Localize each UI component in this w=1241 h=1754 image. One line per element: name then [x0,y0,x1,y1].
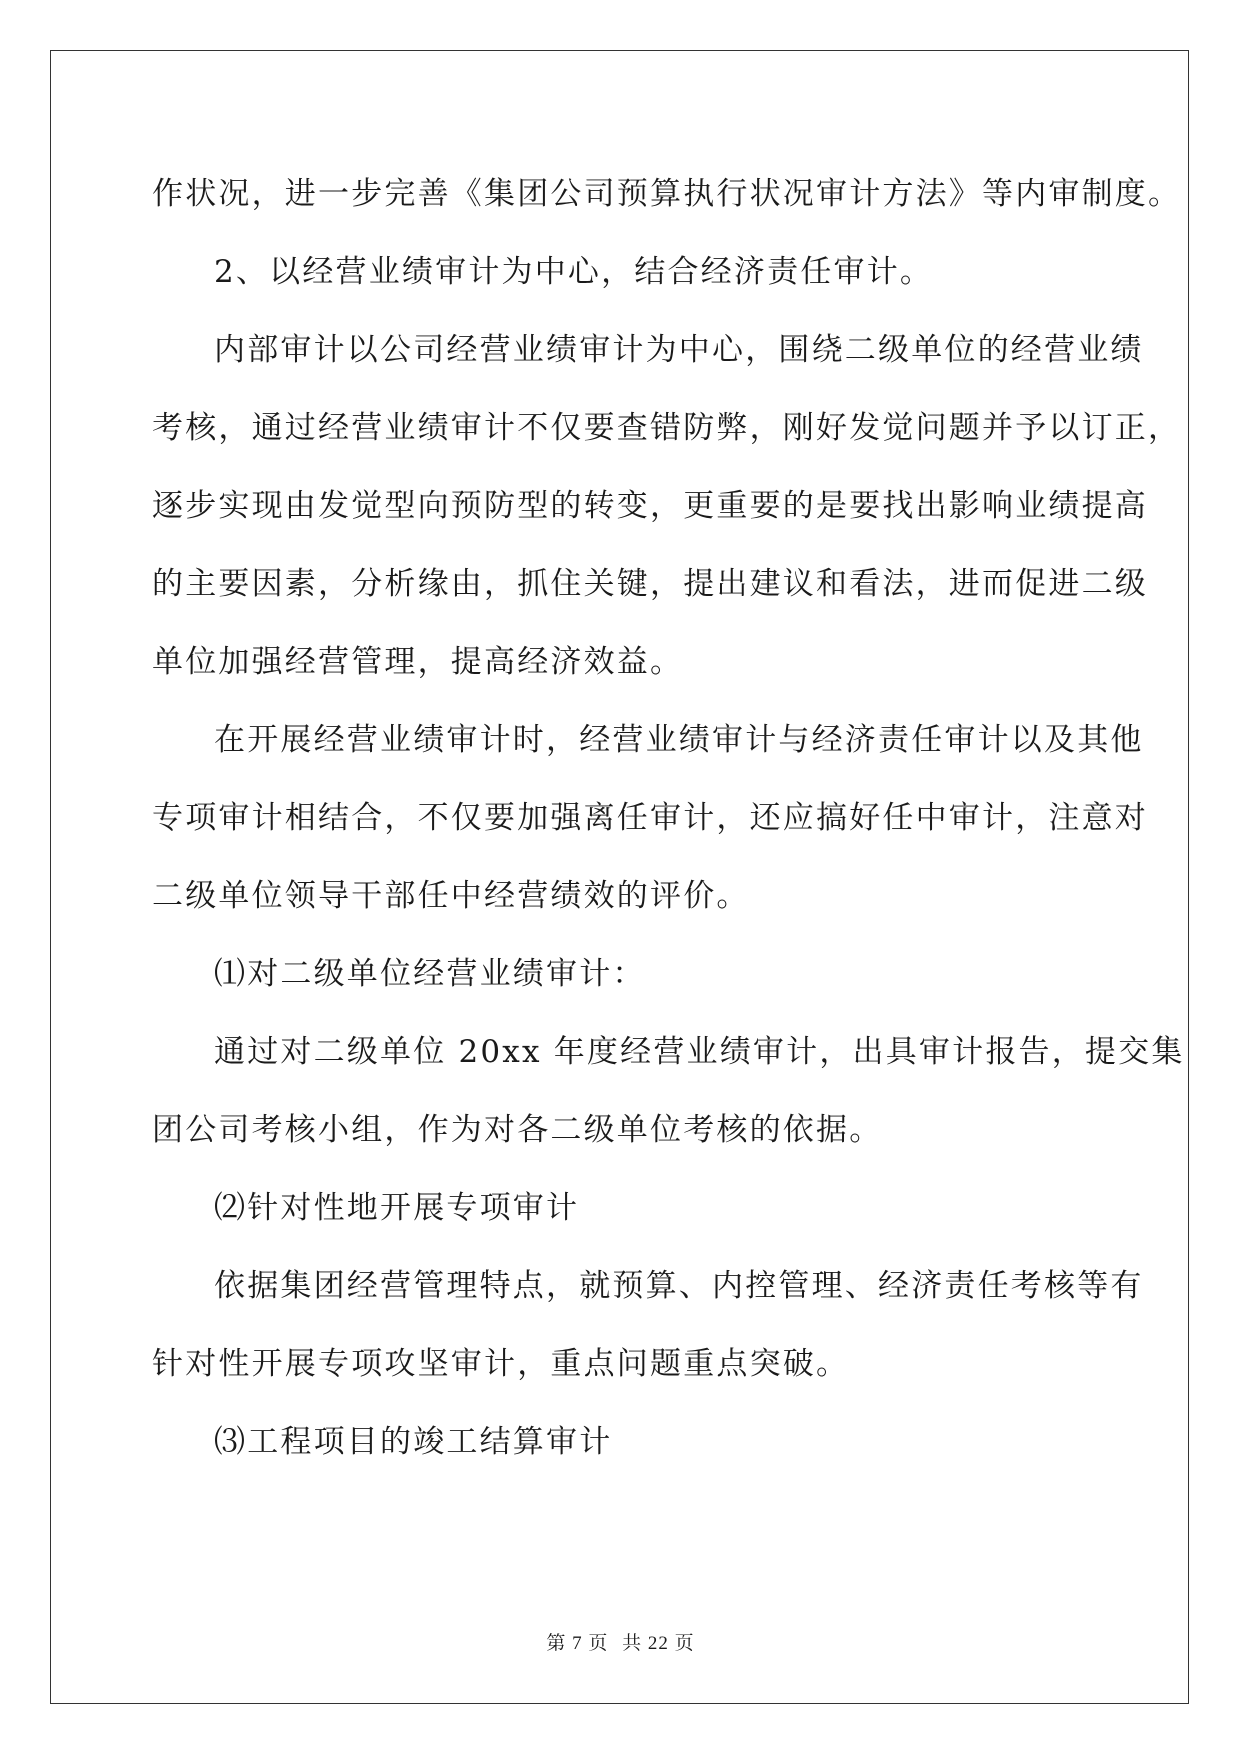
body-line: 2、以经营业绩审计为中心，结合经济责任审计。 [214,254,934,290]
body-line: 针对性开展专项攻坚审计，重点问题重点突破。 [152,1346,850,1382]
page-number: 第 7 页 [546,1633,609,1654]
body-line: 在开展经营业绩审计时，经营业绩审计与经济责任审计以及其他 [214,722,1144,758]
body-line: 专项审计相结合，不仅要加强离任审计，还应搞好任中审计，注意对 [152,800,1148,836]
body-line: 逐步实现由发觉型向预防型的转变，更重要的是要找出影响业绩提高 [152,488,1148,524]
page-footer [0,1628,1241,1655]
document-body [152,155,1185,1481]
body-line: 单位加强经营管理，提高经济效益。 [152,644,684,680]
body-line: 内部审计以公司经营业绩审计为中心，围绕二级单位的经营业绩 [214,332,1144,368]
body-line: 作状况，进一步完善《集团公司预算执行状况审计方法》等内审制度。 [152,176,1182,212]
page-total: 共 22 页 [622,1633,695,1654]
body-line: ⑴对二级单位经营业绩审计： [214,956,646,992]
body-line: 团公司考核小组，作为对各二级单位考核的依据。 [152,1112,883,1148]
body-line: ⑶工程项目的竣工结算审计 [214,1424,613,1460]
body-line: 通过对二级单位 20xx 年度经营业绩审计，出具审计报告，提交集 [214,1034,1185,1070]
body-line: ⑵针对性地开展专项审计 [214,1190,580,1226]
body-line: 考核，通过经营业绩审计不仅要查错防弊，刚好发觉问题并予以订正， [152,410,1182,446]
body-line: 的主要因素，分析缘由，抓住关键，提出建议和看法，进而促进二级 [152,566,1148,602]
body-line: 依据集团经营管理特点，就预算、内控管理、经济责任考核等有 [214,1268,1144,1304]
body-line: 二级单位领导干部任中经营绩效的评价。 [152,878,750,914]
